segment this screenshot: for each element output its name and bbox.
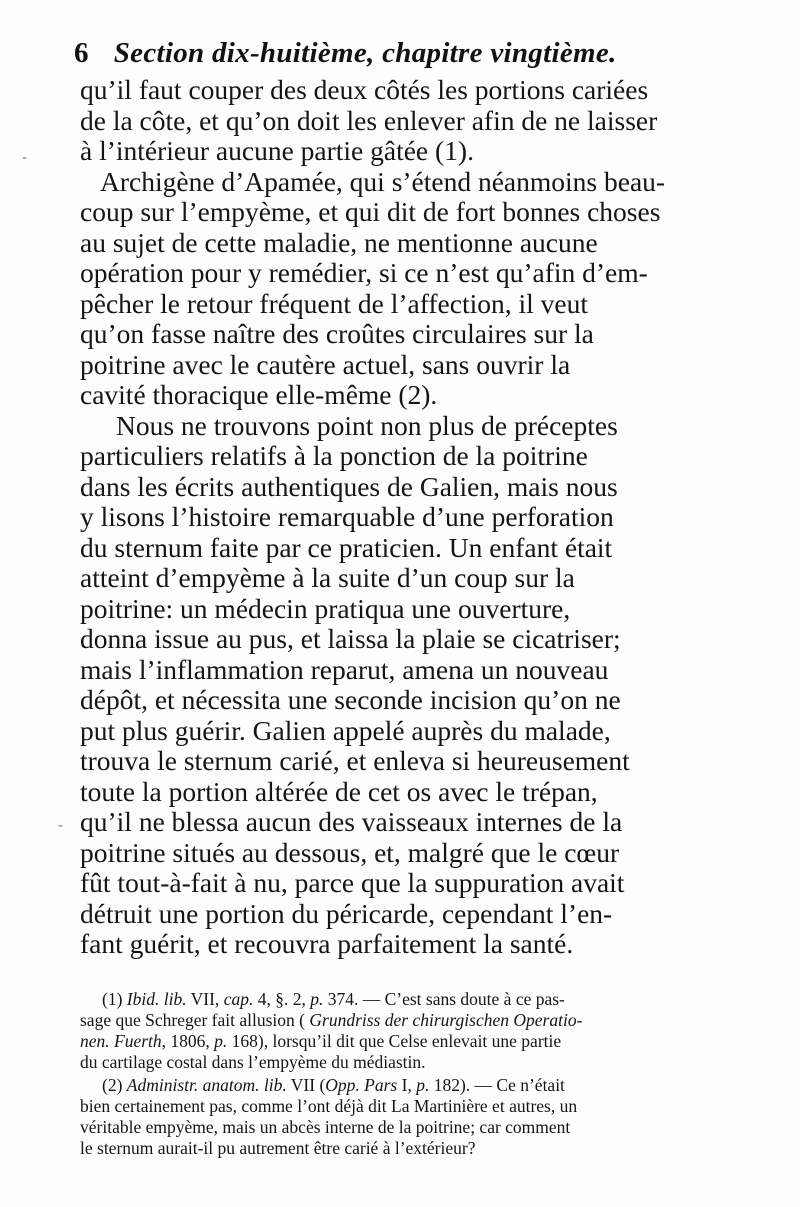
footnote-1-ref: Ibid. lib. <box>126 989 187 1009</box>
footnote-2-ref-part: Opp. Pars <box>325 1075 398 1095</box>
text-line: put plus guérir. Galien appelé auprès du malade, <box>80 714 611 746</box>
text-line: y lisons l’histoire remarquable d’une perforation <box>80 501 614 532</box>
footnote-2-line: le sternum aurait-il pu autrement être carié à l’extérieur? <box>80 1138 476 1158</box>
running-head: Section dix-huitième, chapitre vingtième. <box>113 37 617 69</box>
text-line: coup sur l’empyème, et qui dit de fort bonnes choses <box>80 196 661 227</box>
margin-speck: - <box>58 818 64 834</box>
text-line: Archigène d’Apamée, qui s’étend néanmoins beau- <box>100 165 666 197</box>
footnote-1-text: , 1806, <box>161 1031 210 1051</box>
footnote-2-ref-part: p. <box>416 1075 430 1095</box>
footnote-2-line: bien certainement pas, comme l’ont déjà dit La Martinière et autres, un <box>80 1096 578 1116</box>
footnote-1-text: p. <box>214 1031 228 1051</box>
footnote-2-ref-part: VII ( <box>290 1075 326 1095</box>
text-line: toute la portion altérée de cet os avec le trépan, <box>80 775 598 807</box>
text-line: au sujet de cette maladie, ne mentionne aucune <box>80 226 598 258</box>
footnote-1-text: 168), lorsqu’il dit que Celse enlevait une partie <box>231 1031 562 1051</box>
footnote-2-line: véritable empyème, mais un abcès interne de la poitrine; car comment <box>80 1117 571 1137</box>
footnote-1-text: 374. — C’est sans doute à ce pas- <box>327 989 565 1009</box>
text-line: Nous ne trouvons point non plus de préceptes <box>116 409 618 441</box>
text-line: du sternum faite par ce praticien. Un enfant était <box>80 531 613 563</box>
footnote-1-ref-part: VII, <box>190 989 220 1009</box>
text-line: à l’intérieur aucune partie gâtée (1). <box>80 135 474 166</box>
text-line: pêcher le retour fréquent de l’affection, il veut <box>80 287 588 319</box>
page-number: 6 <box>74 37 89 69</box>
margin-speck: - <box>22 150 28 166</box>
footnote-1-marker: (1) <box>102 989 123 1009</box>
footnote-1-title: nen. Fuerth <box>80 1031 162 1051</box>
footnote-1-line: du cartilage costal dans l’empyème du médiastin. <box>80 1052 426 1072</box>
footnote-1-line <box>80 1030 561 1052</box>
text-line: atteint d’empyème à la suite d’un coup sur la <box>80 562 575 593</box>
text-line: opération pour y remédier, si ce n’est qu’afin d’em- <box>80 257 648 288</box>
text-line: qu’on fasse naître des croûtes circulaires sur la <box>80 318 594 349</box>
text-line: poitrine situés au dessous, et, malgré que le cœur <box>80 836 620 868</box>
text-line: fût tout-à-fait à nu, parce que la suppuration avait <box>80 867 625 898</box>
text-line: donna issue au pus, et laissa la plaie se cicatriser; <box>80 623 621 654</box>
text-line: détruit une portion du péricarde, cependant l’en- <box>80 897 613 929</box>
text-line: poitrine avec le cautère actuel, sans ouvrir la <box>80 348 571 380</box>
text-line: cavité thoracique elle-même (2). <box>80 379 438 410</box>
footnote-1-title: Grundriss der chirurgischen Operatio- <box>309 1010 583 1030</box>
text-line: qu’il faut couper des deux côtés les portions cariées <box>80 74 649 105</box>
text-line: dépôt, et nécessita une seconde incision qu’on ne <box>80 684 621 715</box>
footnote-2-ref-part: I, <box>401 1075 412 1095</box>
footnote-1-text: sage que Schreger fait allusion ( <box>80 1010 305 1030</box>
footnote-2-marker: (2) <box>102 1075 123 1095</box>
text-line: trouva le sternum carié, et enleva si heureusement <box>80 745 630 776</box>
text-line: fant guérit, et recouvra parfaitement la santé. <box>80 928 574 959</box>
text-line: particuliers relatifs à la ponction de la poitrine <box>80 440 588 471</box>
footnote-1-ref-part: cap. <box>223 989 254 1009</box>
footnote-2-line <box>102 1074 565 1096</box>
footnote-2-ref: Administr. anatom. lib. <box>126 1075 287 1095</box>
footnote-1-ref-part: 4, §. 2, <box>257 989 306 1009</box>
footnote-1-line <box>102 988 565 1010</box>
text-line: de la côte, et qu’on doit les enlever afin de ne laisser <box>80 104 658 136</box>
text-line: mais l’inflammation reparut, amena un nouveau <box>80 653 609 685</box>
text-line: qu’il ne blessa aucun des vaisseaux internes de la <box>80 806 623 837</box>
text-line: poitrine: un médecin pratiqua une ouverture, <box>80 592 571 624</box>
footnote-2-text: 182). — Ce n’était <box>433 1075 565 1095</box>
page-header <box>74 32 764 72</box>
text-line: dans les écrits authentiques de Galien, mais nous <box>80 470 618 502</box>
footnote-1-line <box>80 1009 582 1031</box>
footnote-1-ref-part: p. <box>310 989 324 1009</box>
